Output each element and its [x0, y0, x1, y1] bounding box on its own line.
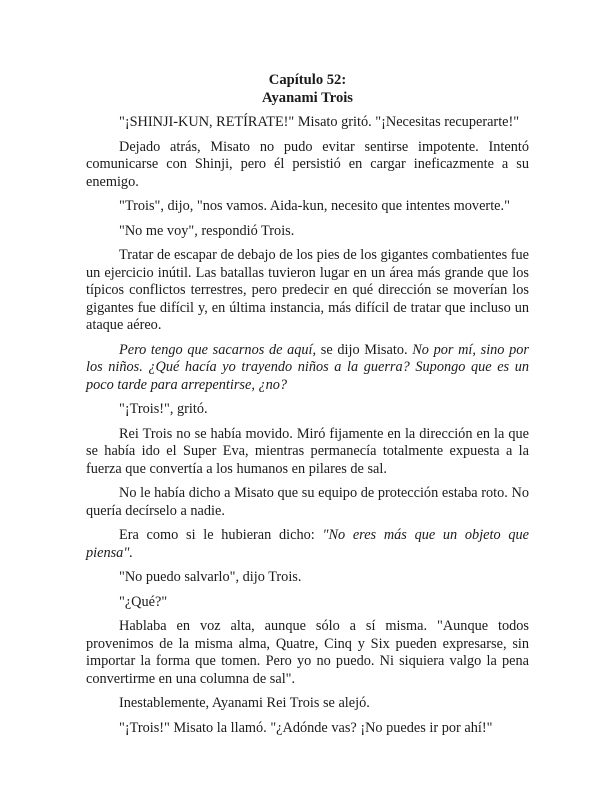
paragraph-6-thought-b: No por mí, sino por los niños. ¿Qué hacía yo trayendo niños a la guerra? Supongo que es un poco tarde para arrepentirse, ¿no? — [86, 341, 529, 393]
paragraph-2: Dejado atrás, Misato no pudo evitar sentirse impotente. Intentó comunicarse con Shinji, pero él persistió en cargar ineficazmente a su enemigo. — [86, 138, 529, 190]
paragraph-10-quote: "No eres más que un objeto que piensa". — [86, 527, 529, 561]
paragraph-3: "Trois", dijo, "nos vamos. Aida-kun, necesito que intentes moverte." — [119, 198, 510, 214]
paragraph-6 — [86, 342, 529, 395]
paragraph-6-narration: se dijo Misato. — [316, 341, 413, 358]
paragraph-1: "¡SHINJI-KUN, RETÍRATE!" Misato gritó. "¡Necesitas recuperarte!" — [119, 114, 520, 130]
paragraph-7: "¡Trois!", gritó. — [119, 401, 208, 417]
paragraph-10-narration: Era como si le hubieran dicho: — [119, 527, 323, 543]
paragraph-12: "¿Qué?" — [119, 593, 168, 610]
chapter-heading — [86, 72, 529, 107]
paragraph-5: Tratar de escapar de debajo de los pies de los gigantes combatientes fue un ejercicio inútil. Las batallas tuvieron lugar en un área más grande que los típicos conflictos terrestres, pero predecir en qué dirección se moverían los gigantes fue difícil y, en última instancia, más difícil de tratar que incluso un ataque aéreo. — [86, 247, 529, 333]
paragraph-10 — [86, 527, 529, 562]
paragraph-9: No le había dicho a Misato que su equipo de protección estaba roto. No quería decírselo a nadie. — [86, 485, 529, 519]
paragraph-11: "No puedo salvarlo", dijo Trois. — [119, 569, 302, 585]
chapter-body — [86, 72, 529, 744]
chapter-number: Capítulo 52: — [268, 72, 347, 88]
chapter-title: Ayanami Trois — [262, 89, 353, 106]
paragraph-8: Rei Trois no se había movido. Miró fijamente en la dirección en la que se había ido el Super Eva, mientras permanecía totalmente expuesta a la fuerza que convertía a los humanos en pilares de sal. — [86, 425, 529, 477]
paragraph-4: "No me voy", respondió Trois. — [119, 222, 295, 239]
paragraph-6-thought-a: Pero tengo que sacarnos de aquí, — [119, 341, 317, 358]
paragraph-13: Hablaba en voz alta, aunque sólo a sí misma. "Aunque todos provenimos de la misma alma, Quatre, Cinq y Six pueden expresarse, sin importar la forma que tomen. Pero yo no puedo. Ni siquiera valgo la pena convertirme en una columna de sal". — [86, 618, 529, 687]
paragraph-14: Inestablemente, Ayanami Rei Trois se alejó. — [119, 695, 370, 711]
paragraph-15: "¡Trois!" Misato la llamó. "¿Adónde vas? ¡No puedes ir por ahí!" — [119, 719, 493, 736]
